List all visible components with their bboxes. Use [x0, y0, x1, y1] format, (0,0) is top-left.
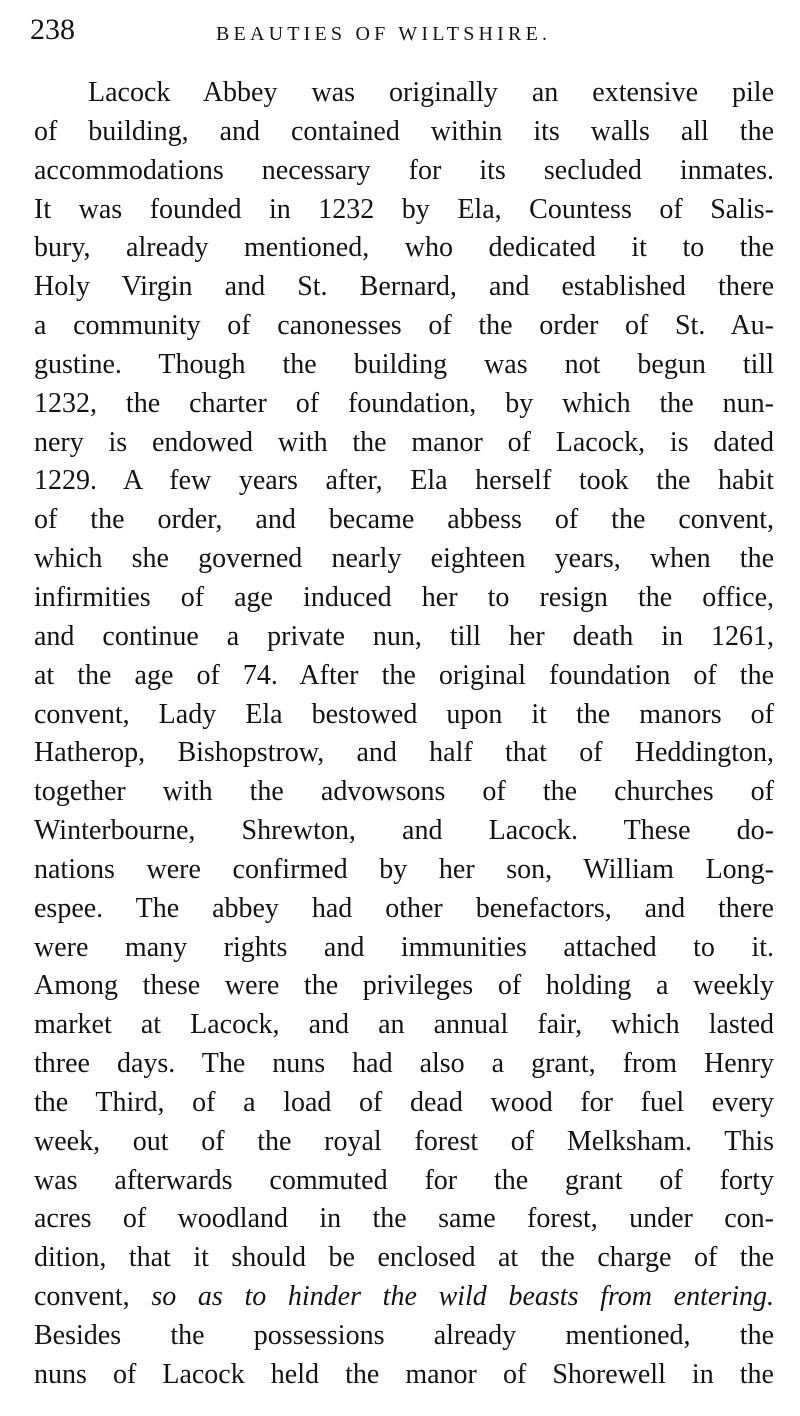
body-paragraph [34, 74, 774, 1395]
text-line: convent, Lady Ela bestowed upon it the manors of [34, 698, 774, 730]
text-line: Lacock Abbey was originally an extensive pile [88, 77, 774, 108]
text-line: together with the advowsons of the churches of [34, 776, 774, 808]
text-line: Winterbourne, Shrewton, and Lacock. These do- [34, 815, 774, 847]
text-line: were many rights and immunities attached to it. [34, 931, 774, 963]
text-line: Besides the possessions already mentioned, the [34, 1320, 774, 1351]
text-line: dition, that it should be enclosed at the charge of the [34, 1242, 774, 1274]
text-line: nuns of Lacock held the manor of Shorewell in the [34, 1358, 774, 1390]
text-line-with-italic [34, 1278, 774, 1317]
text-line: gustine. Though the building was not begun till [34, 348, 774, 380]
text-line: of building, and contained within its walls all the [34, 115, 774, 147]
text-line: bury, already mentioned, who dedicated it to the [34, 232, 774, 264]
text-line: infirmities of age induced her to resign the office, [34, 581, 774, 613]
text-line: which she governed nearly eighteen years, when the [34, 543, 774, 575]
text-line: accommodations necessary for its secluded inmates. [34, 154, 774, 186]
running-title: BEAUTIES OF WILTSHIRE. [216, 23, 552, 45]
text-line: at the age of 74. After the original foundation of the [34, 659, 774, 691]
text-line: week, out of the royal forest of Melksham. This [34, 1125, 774, 1157]
text-line: a community of canonesses of the order of St. Au- [34, 310, 774, 342]
text-line: of the order, and became abbess of the convent, [34, 504, 774, 536]
text-line: acres of woodland in the same forest, under con- [34, 1203, 774, 1235]
text-line: three days. The nuns had also a grant, from Henry [34, 1048, 774, 1080]
text-line: the Third, of a load of dead wood for fuel every [34, 1086, 774, 1118]
text-line: Among these were the privileges of holding a weekly [34, 970, 774, 1002]
text-roman: convent, [34, 1281, 152, 1313]
text-line: Hatherop, Bishopstrow, and half that of Heddington, [34, 737, 774, 769]
text-line: nations were confirmed by her son, William Long- [34, 853, 774, 885]
text-line: Holy Virgin and St. Bernard, and established there [34, 271, 774, 303]
text-line: and continue a private nun, till her death in 1261, [34, 620, 774, 652]
italic-quotation: so as to hinder the wild beasts from entering. [151, 1281, 774, 1313]
page-number: 238 [30, 13, 75, 46]
text-line: nery is endowed with the manor of Lacock, is dated [34, 426, 774, 458]
text-line: 1229. A few years after, Ela herself took the habit [34, 465, 774, 497]
text-line: 1232, the charter of foundation, by which the nun- [34, 387, 774, 419]
text-line: espee. The abbey had other benefactors, and there [34, 892, 774, 924]
text-line: was afterwards commuted for the grant of forty [34, 1164, 774, 1196]
text-line: It was founded in 1232 by Ela, Countess of Salis- [34, 193, 774, 225]
text-line: market at Lacock, and an annual fair, which lasted [34, 1009, 774, 1041]
page-header [30, 10, 770, 50]
